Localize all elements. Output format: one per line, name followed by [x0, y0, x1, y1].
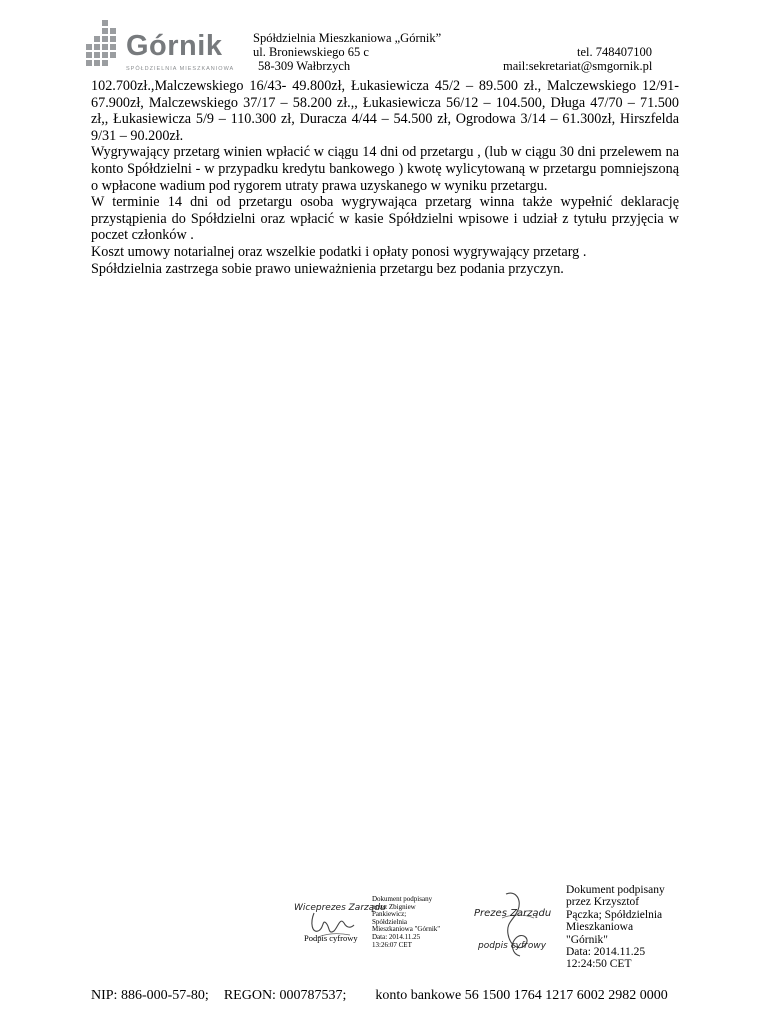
- paragraph-membership: W terminie 14 dni od przetargu osoba wygrywająca przetarg winna także wypełnić deklarację przystąpienia do Spółdzielni oraz wpłacić w kasie Spółdzielni wpisowe i udział z tytułu przyjęcia w poczet członków .: [91, 194, 679, 244]
- org-city: 58-309 Wałbrzych: [258, 59, 351, 73]
- logo-subtitle: SPÓŁDZIELNIA MIESZKANIOWA: [126, 66, 235, 72]
- signature-left-stamp: [288, 893, 386, 953]
- signature-left-line: Mieszkaniowa "Górnik": [372, 925, 441, 934]
- signature-left-line: Dokument podpisany: [372, 895, 433, 903]
- signature-right-line: "Górnik": [566, 933, 608, 946]
- signature-left-role: Wiceprezes Zarządu: [294, 903, 386, 913]
- logo-wordmark: Górnik: [126, 30, 223, 62]
- signature-left-line: Spółdzielnia: [372, 917, 407, 926]
- paragraph-payment: Wygrywający przetarg winien wpłacić w ciągu 14 dni od przetargu , (lub w ciągu 30 dni przelewem na konto Spółdzielni - w przypadku kredytu bankowego ) kwotę wylicytowaną w przetargu pomniejszoną o wpłacone wadium pod rygorem utraty prawa uzyskanego w wyniku przetargu.: [91, 144, 679, 194]
- signature-left-line: Pankiewicz;: [372, 910, 407, 919]
- signature-right-line: Mieszkaniowa: [566, 921, 634, 934]
- footer-nip: NIP: 886-000-57-80;: [91, 988, 209, 1003]
- signature-left-info: [372, 896, 462, 949]
- footer-regon: REGON: 000787537;: [223, 988, 347, 1003]
- signature-right-digital-label: podpis cyfrowy: [478, 941, 547, 951]
- signature-right-line: Pączka; Spółdzielnia: [566, 908, 663, 921]
- org-street: ul. Broniewskiego 65 c: [253, 45, 369, 59]
- signature-right-stamp: [472, 888, 562, 958]
- company-logo: [84, 20, 234, 72]
- paragraph-prices: 102.700zł.,Malczewskiego 16/43- 49.800zł, Łukasiewicza 45/2 – 89.500 zł., Malczewskiego 12/91-67.900zł, Malczewskiego 37/17 – 58.200 zł.,, Łukasiewicza 56/12 – 104.500, Długa 47/70 – 71.500 zł,, Łukasiewicza 5/9 – 110.300 zł, Duracza 4/44 – 54.500 zł, Ogrodowa 3/14 – 61.300zł, Hirszfelda 9/31 – 90.200zł.: [91, 78, 679, 144]
- paragraph-reservation: Spółdzielnia zastrzega sobie prawo unieważnienia przetargu bez podania przyczyn.: [91, 260, 564, 277]
- paragraph-costs: Koszt umowy notarialnej oraz wszelkie podatki i opłaty ponosi wygrywający przetarg .: [91, 243, 587, 260]
- signature-left-line: 13:26:07 CET: [372, 940, 412, 949]
- org-phone: tel. 748407100: [577, 45, 652, 59]
- handwritten-signature-icon: [288, 893, 370, 953]
- signature-right-line: 12:24:50 CET: [566, 958, 632, 971]
- signature-right-line: Dokument podpisany: [566, 884, 665, 896]
- document-body: [91, 78, 679, 277]
- signature-left-line: Data: 2014.11.25: [372, 932, 421, 941]
- org-name: Spółdzielnia Mieszkaniowa „Górnik”: [253, 31, 442, 45]
- signature-right-line: przez Krzysztof: [566, 896, 640, 909]
- signature-left-digital-label: Podpis cyfrowy: [304, 933, 358, 943]
- logo-blocks-icon: [84, 20, 124, 72]
- footer-bank-account: konto bankowe 56 1500 1764 1217 6002 2982 0000: [375, 988, 668, 1003]
- footer: [91, 988, 668, 1004]
- org-email[interactable]: mail:sekretariat@smgornik.pl: [503, 59, 653, 73]
- signature-right-role: Prezes Zarządu: [474, 908, 552, 919]
- signature-right-info: [566, 884, 686, 971]
- signature-left-line: przez Zbigniew: [372, 902, 416, 911]
- signature-right-line: Data: 2014.11.25: [566, 946, 646, 959]
